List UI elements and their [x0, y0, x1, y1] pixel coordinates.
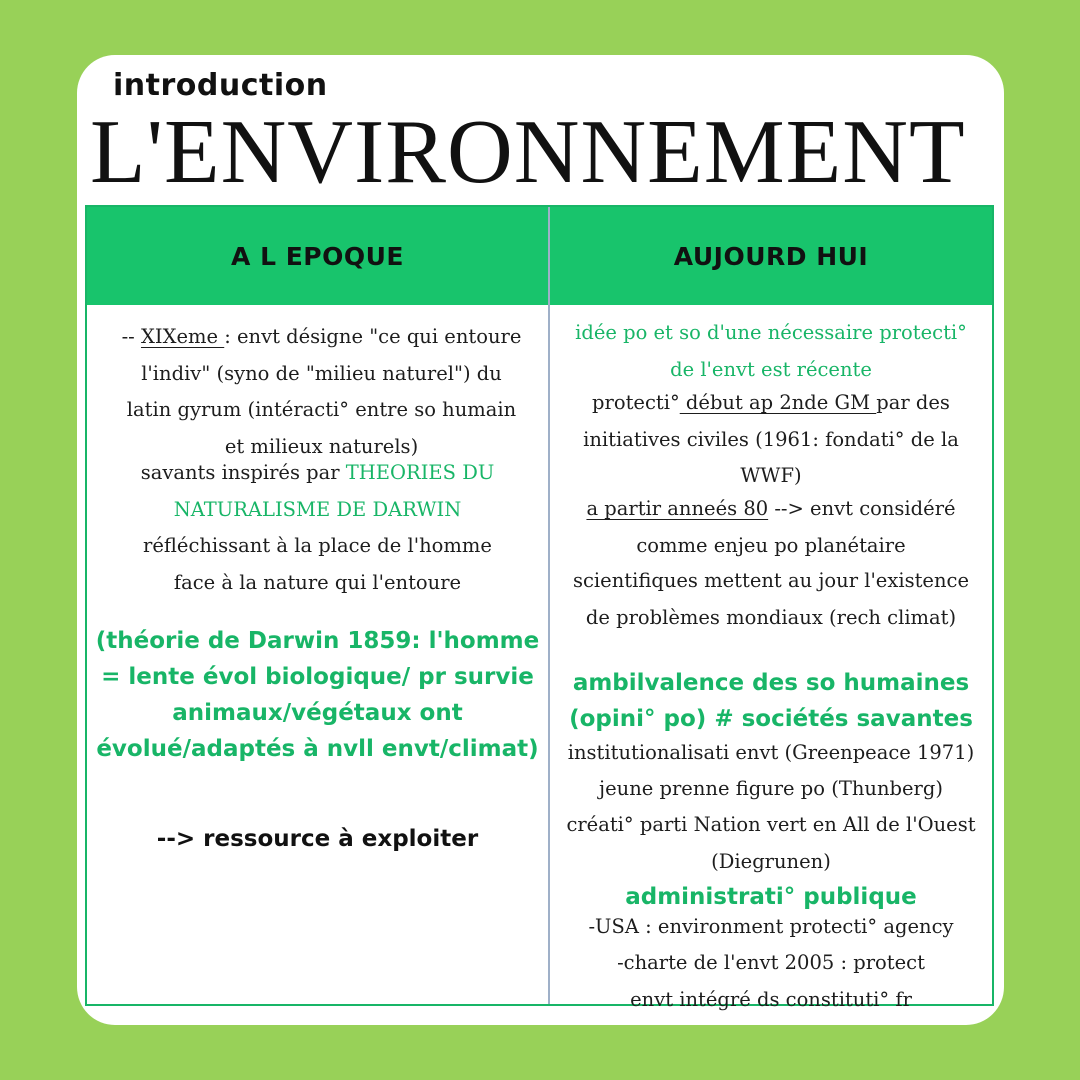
savants-text: savants inspirés par THEORIES DU NATURALISME DE DARWIN réfléchissant à la place de l'homme face à la nature qui l'entoure: [140, 461, 495, 594]
ambivalence-heading: ambilvalence des so humaines (opini° po) # sociétés savantes: [569, 670, 973, 732]
usa-epa-text: -USA : environment protecti° agency: [588, 915, 954, 938]
darwin-theory-highlight: THEORIES DU NATURALISME DE DARWIN: [173, 461, 495, 521]
green-party-text: créati° parti Nation vert en All de l'Ouest (Diegrunen): [566, 813, 976, 873]
charter-text: -charte de l'envt 2005 : protect envt intégré ds constituti° fr: [617, 951, 925, 1011]
thunberg-text: jeune prenne figure po (Thunberg): [599, 777, 943, 800]
darwin-1859-note: (théorie de Darwin 1859: l'homme = lente évol biologique/ pr survie animaux/végétaux ont évolué/adaptés à nvll envt/climat): [95, 628, 540, 762]
post-ww2-underline: début ap 2nde GM: [679, 391, 877, 414]
post-ww2-text: protecti° début ap 2nde GM par des initiatives civiles (1961: fondati° de la WWF): [583, 391, 959, 487]
column-header-then: A L EPOQUE: [87, 207, 548, 305]
eighties-text: a partir anneés 80 --> envt considéré comme enjeu po planétaire: [586, 497, 956, 557]
greenpeace-text: institutionalisati envt (Greenpeace 1971): [567, 741, 975, 764]
resource-note: --> ressource à exploiter: [156, 826, 479, 852]
recent-idea-text: idée po et so d'une nécessaire protecti° de l'envt est récente: [575, 321, 967, 381]
subtitle: introduction: [113, 68, 328, 103]
comparison-table: [85, 205, 994, 1011]
xix-underline: XIXeme: [140, 325, 225, 348]
eighties-underline: a partir anneés 80: [586, 497, 769, 520]
column-header-now: AUJOURD HUI: [550, 207, 992, 305]
public-admin-heading: administrati° publique: [625, 884, 917, 910]
scientists-text: scientifiques mettent au jour l'existence de problèmes mondiaux (rech climat): [573, 569, 969, 629]
xix-definition-text: -- XIXeme : envt désigne "ce qui entoure l'indiv" (syno de "milieu naturel") du latin gyrum (intéracti° entre so humain et milieux naturels): [121, 325, 522, 458]
page-title: L'ENVIRONNEMENT: [90, 101, 966, 202]
